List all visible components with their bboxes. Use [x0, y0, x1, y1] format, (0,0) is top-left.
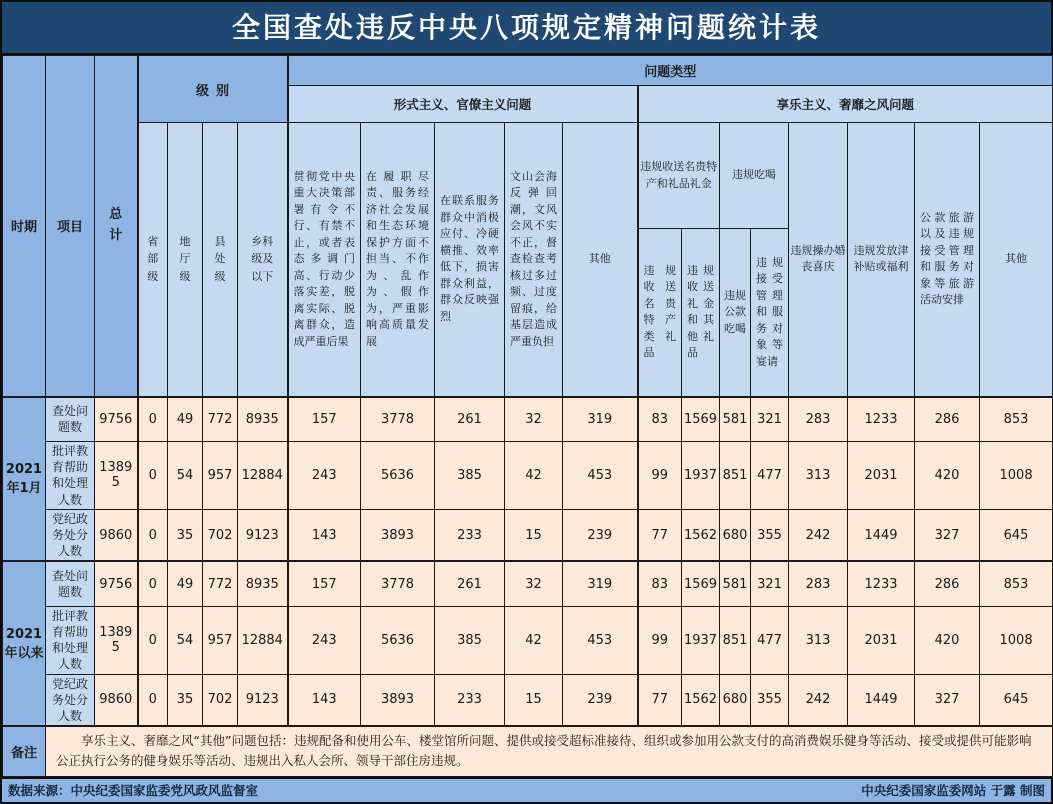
value-cell: 9756	[95, 561, 138, 606]
value-cell: 13895	[95, 442, 138, 510]
value-cell: 581	[720, 561, 751, 606]
value-cell: 853	[980, 561, 1053, 606]
value-cell: 477	[751, 442, 789, 510]
value-cell: 9756	[95, 397, 138, 442]
period-cell: 2021年1月	[3, 397, 46, 562]
value-cell: 15	[505, 509, 563, 561]
header-formalism-col: 在履职尽责、服务经济社会发展和生态环境保护方面不担当、不作为、乱作为、假作为，严重影响高质量发展	[361, 123, 435, 397]
value-cell: 9123	[238, 509, 288, 561]
value-cell: 233	[435, 674, 505, 726]
value-cell: 0	[138, 442, 168, 510]
value-cell: 453	[563, 606, 638, 674]
value-cell: 321	[751, 397, 789, 442]
value-cell: 3893	[361, 509, 435, 561]
value-cell: 2031	[848, 606, 915, 674]
value-cell: 239	[563, 509, 638, 561]
header-hedonism-col: 公款旅游以及违规接受管理和服务对象等旅游活动安排	[915, 123, 980, 397]
value-cell: 54	[168, 606, 203, 674]
header-formalism-col-other: 其他	[563, 123, 638, 397]
value-cell: 957	[203, 442, 238, 510]
value-cell: 1562	[682, 509, 720, 561]
row-label: 批评教育帮助和处理人数	[46, 442, 95, 510]
value-cell: 143	[288, 509, 361, 561]
row-label: 批评教育帮助和处理人数	[46, 606, 95, 674]
value-cell: 283	[789, 397, 848, 442]
value-cell: 8935	[238, 397, 288, 442]
value-cell: 12884	[238, 606, 288, 674]
value-cell: 772	[203, 561, 238, 606]
value-cell: 1449	[848, 509, 915, 561]
value-cell: 9860	[95, 674, 138, 726]
footer-source: 数据来源：中央纪委国家监委党风政风监督室	[8, 782, 259, 798]
value-cell: 321	[751, 561, 789, 606]
value-cell: 2031	[848, 442, 915, 510]
value-cell: 385	[435, 442, 505, 510]
value-cell: 1008	[980, 606, 1053, 674]
value-cell: 0	[138, 397, 168, 442]
value-cell: 157	[288, 561, 361, 606]
period-cell: 2021年以来	[3, 561, 46, 726]
value-cell: 233	[435, 509, 505, 561]
value-cell: 327	[915, 674, 980, 726]
value-cell: 355	[751, 674, 789, 726]
value-cell: 477	[751, 606, 789, 674]
row-label: 查处问题数	[46, 561, 95, 606]
value-cell: 286	[915, 561, 980, 606]
page-title: 全国查处违反中央八项规定精神问题统计表	[2, 2, 1051, 55]
header-gift-group: 违规收送名贵特产和礼品礼金	[638, 123, 720, 229]
value-cell: 15	[505, 674, 563, 726]
header-formalism-col: 在联系服务群众中消极应付、冷硬横推、效率低下，损害群众利益，群众反映强烈	[435, 123, 505, 397]
value-cell: 35	[168, 509, 203, 561]
value-cell: 49	[168, 561, 203, 606]
value-cell: 0	[138, 561, 168, 606]
value-cell: 77	[638, 674, 682, 726]
value-cell: 1937	[682, 442, 720, 510]
header-level-col: 地厅级	[168, 123, 203, 397]
value-cell: 32	[505, 397, 563, 442]
header-dining-subcol: 违规接受管理和服务对象等宴请	[751, 229, 789, 397]
header-level-group: 级别	[138, 56, 288, 123]
header-hedonism-col: 违规发放津补贴或福利	[848, 123, 915, 397]
value-cell: 3893	[361, 674, 435, 726]
header-dining-group: 违规吃喝	[720, 123, 789, 229]
value-cell: 645	[980, 674, 1053, 726]
header-level-col: 乡科级及以下	[238, 123, 288, 397]
value-cell: 42	[505, 606, 563, 674]
value-cell: 9860	[95, 509, 138, 561]
header-gift-subcol: 违规收送名贵特产类礼品	[638, 229, 682, 397]
header-dining-subcol: 违规公款吃喝	[720, 229, 751, 397]
value-cell: 385	[435, 606, 505, 674]
footer-credit: 中央纪委国家监委网站 于露 制图	[861, 782, 1045, 798]
value-cell: 261	[435, 397, 505, 442]
value-cell: 313	[789, 442, 848, 510]
value-cell: 54	[168, 442, 203, 510]
value-cell: 49	[168, 397, 203, 442]
header-period: 时期	[3, 56, 46, 397]
value-cell: 5636	[361, 606, 435, 674]
value-cell: 99	[638, 606, 682, 674]
remark-label: 备注	[3, 726, 46, 776]
value-cell: 851	[720, 606, 751, 674]
value-cell: 35	[168, 674, 203, 726]
header-hedonism-col: 违规操办婚丧喜庆	[789, 123, 848, 397]
value-cell: 286	[915, 397, 980, 442]
value-cell: 157	[288, 397, 361, 442]
value-cell: 327	[915, 509, 980, 561]
value-cell: 13895	[95, 606, 138, 674]
value-cell: 772	[203, 397, 238, 442]
value-cell: 645	[980, 509, 1053, 561]
value-cell: 3778	[361, 397, 435, 442]
value-cell: 42	[505, 442, 563, 510]
value-cell: 0	[138, 509, 168, 561]
value-cell: 355	[751, 509, 789, 561]
value-cell: 1008	[980, 442, 1053, 510]
value-cell: 1937	[682, 606, 720, 674]
value-cell: 99	[638, 442, 682, 510]
header-formalism-col: 贯彻党中央重大决策部署有令不行、有禁不止，或者表态多调门高、行动少落实差，脱离实际、脱离群众，造成严重后果	[288, 123, 361, 397]
value-cell: 243	[288, 442, 361, 510]
value-cell: 313	[789, 606, 848, 674]
value-cell: 420	[915, 442, 980, 510]
value-cell: 1449	[848, 674, 915, 726]
value-cell: 1562	[682, 674, 720, 726]
value-cell: 319	[563, 397, 638, 442]
value-cell: 5636	[361, 442, 435, 510]
value-cell: 77	[638, 509, 682, 561]
value-cell: 83	[638, 397, 682, 442]
value-cell: 0	[138, 674, 168, 726]
value-cell: 1233	[848, 397, 915, 442]
value-cell: 243	[288, 606, 361, 674]
value-cell: 143	[288, 674, 361, 726]
value-cell: 9123	[238, 674, 288, 726]
value-cell: 261	[435, 561, 505, 606]
value-cell: 581	[720, 397, 751, 442]
row-label: 党纪政务处分人数	[46, 509, 95, 561]
value-cell: 680	[720, 509, 751, 561]
header-formalism-col: 文山会海反弹回潮，文风会风不实不正，督查检查考核过多过频、过度留痕，给基层造成严重负担	[505, 123, 563, 397]
header-gift-subcol: 违规收送礼金和其他礼品	[682, 229, 720, 397]
value-cell: 239	[563, 674, 638, 726]
value-cell: 0	[138, 606, 168, 674]
value-cell: 3778	[361, 561, 435, 606]
value-cell: 453	[563, 442, 638, 510]
remark-text: 享乐主义、奢靡之风“其他”问题包括：违规配备和使用公车、楼堂馆所问题、提供或接受超标准接待、组织或参加用公款支付的高消费娱乐健身等活动、接受或提供可能影响公正执行公务的健身娱乐等活动、违规出入私人会所、领导干部住房违规。	[46, 726, 1053, 776]
header-level-col: 县处级	[203, 123, 238, 397]
footer-bar	[2, 777, 1051, 802]
statistics-table	[2, 55, 1053, 777]
header-hedonism-section: 享乐主义、奢靡之风问题	[638, 86, 1053, 123]
value-cell: 12884	[238, 442, 288, 510]
header-level-col: 省部级	[138, 123, 168, 397]
value-cell: 283	[789, 561, 848, 606]
value-cell: 851	[720, 442, 751, 510]
header-total: 总计	[95, 56, 138, 397]
header-item: 项目	[46, 56, 95, 397]
value-cell: 319	[563, 561, 638, 606]
value-cell: 957	[203, 606, 238, 674]
value-cell: 853	[980, 397, 1053, 442]
value-cell: 1233	[848, 561, 915, 606]
value-cell: 32	[505, 561, 563, 606]
value-cell: 1569	[682, 561, 720, 606]
row-label: 党纪政务处分人数	[46, 674, 95, 726]
value-cell: 8935	[238, 561, 288, 606]
value-cell: 702	[203, 674, 238, 726]
row-label: 查处问题数	[46, 397, 95, 442]
value-cell: 242	[789, 674, 848, 726]
header-hedonism-col-other: 其他	[980, 123, 1053, 397]
header-problem-type: 问题类型	[288, 56, 1053, 86]
value-cell: 242	[789, 509, 848, 561]
header-formalism-section: 形式主义、官僚主义问题	[288, 86, 638, 123]
value-cell: 83	[638, 561, 682, 606]
value-cell: 680	[720, 674, 751, 726]
value-cell: 1569	[682, 397, 720, 442]
value-cell: 702	[203, 509, 238, 561]
value-cell: 420	[915, 606, 980, 674]
